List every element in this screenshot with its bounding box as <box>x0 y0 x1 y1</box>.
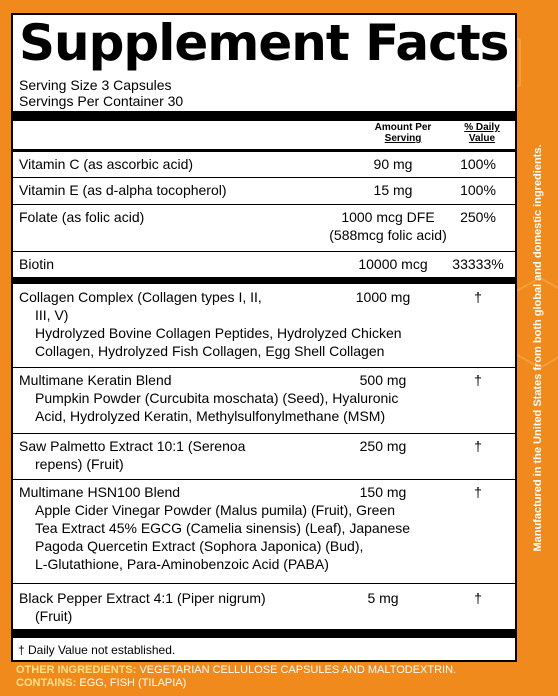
blend-ingredients: Pagoda Quercetin Extract (Sophora Japonica) (Bud), <box>35 538 364 554</box>
panel-title: Supplement Facts <box>19 14 509 72</box>
blend-amount: 150 mg <box>359 484 407 500</box>
nutrient-dv: 100% <box>460 182 496 198</box>
amount-per-serving-header: Amount Per Serving <box>374 122 432 144</box>
blend-ingredients: Hydrolyzed Bovine Collagen Peptides, Hydrolyzed Chicken <box>35 325 402 341</box>
blend-amount: 250 mg <box>359 438 407 454</box>
blend-ingredients: Tea Extract 45% EGCG (Camelia sinensis) (Leaf), Japanese <box>35 520 411 536</box>
blend-ingredients: Collagen, Hydrolyzed Fish Collagen, Egg Shell Collagen <box>35 343 385 359</box>
blend-ingredients: Pumpkin Powder (Curcubita moschata) (Seed), Hyaluronic <box>35 390 399 406</box>
row-divider <box>13 479 515 480</box>
blend-amount: 5 mg <box>367 590 399 606</box>
thick-divider <box>13 277 515 284</box>
blend-amount: 1000 mg <box>355 289 411 305</box>
blend-dv: † <box>474 438 482 454</box>
nutrient-amount: 10000 mcg <box>358 256 428 272</box>
footnote: † Daily Value not established. <box>18 643 176 657</box>
nutrient-amount: 90 mg <box>373 156 413 172</box>
nutrient-name: Vitamin E (as d-alpha tocopherol) <box>19 182 227 198</box>
blend-name: Multimane HSN100 Blend <box>19 484 181 500</box>
serving-size: Serving Size 3 Capsules <box>19 77 172 93</box>
blend-name: Collagen Complex (Collagen types I, II, <box>19 289 262 305</box>
blend-name-cont: (Fruit) <box>35 608 73 624</box>
blend-name: Black Pepper Extract 4:1 (Piper nigrum) <box>19 590 266 606</box>
other-ingredients: OTHER INGREDIENTS: VEGETARIAN CELLULOSE CAPSULES AND MALTODEXTRIN. CONTAINS: EGG, FISH (TILAPIA) <box>16 664 457 689</box>
nutrient-dv: 100% <box>460 156 496 172</box>
blend-ingredients: Apple Cider Vinegar Powder (Malus pumila) (Fruit), Green <box>35 502 395 518</box>
nutrient-name: Vitamin C (as ascorbic acid) <box>19 156 194 172</box>
blend-dv: † <box>474 289 482 305</box>
thick-divider <box>13 111 515 121</box>
nutrient-dv: 250% <box>460 209 496 225</box>
nutrient-dv: 33333% <box>452 256 504 272</box>
row-divider <box>13 204 515 205</box>
supplement-facts-panel <box>11 13 517 662</box>
header-divider <box>13 149 515 152</box>
blend-name-cont: repens) (Fruit) <box>35 456 124 472</box>
nutrient-amount-detail: (588mcg folic acid) <box>329 227 447 243</box>
blend-ingredients: Acid, Hydrolyzed Keratin, Methylsulfonylmethane (MSM) <box>35 408 386 424</box>
blend-name: Saw Palmetto Extract 10:1 (Serenoa <box>19 438 246 454</box>
nutrient-name: Biotin <box>19 256 55 272</box>
blend-ingredients: L-Glutathione, Para-Aminobenzoic Acid (PABA) <box>35 556 329 572</box>
blend-name: Multimane Keratin Blend <box>19 372 172 388</box>
blend-dv: † <box>474 590 482 606</box>
blend-amount: 500 mg <box>359 372 407 388</box>
nutrient-amount: 1000 mcg DFE <box>341 209 435 225</box>
row-divider <box>13 251 515 252</box>
nutrient-name: Folate (as folic acid) <box>19 209 145 225</box>
nutrient-amount: 15 mg <box>373 182 413 198</box>
daily-value-header: % Daily Value <box>464 122 500 144</box>
servings-per-container: Servings Per Container 30 <box>19 93 184 109</box>
row-divider <box>13 583 515 584</box>
blend-dv: † <box>474 484 482 500</box>
thick-divider <box>13 629 515 638</box>
row-divider <box>13 433 515 434</box>
blend-dv: † <box>474 372 482 388</box>
blend-name-cont: III, V) <box>35 307 69 323</box>
row-divider <box>13 177 515 178</box>
row-divider <box>13 367 515 368</box>
